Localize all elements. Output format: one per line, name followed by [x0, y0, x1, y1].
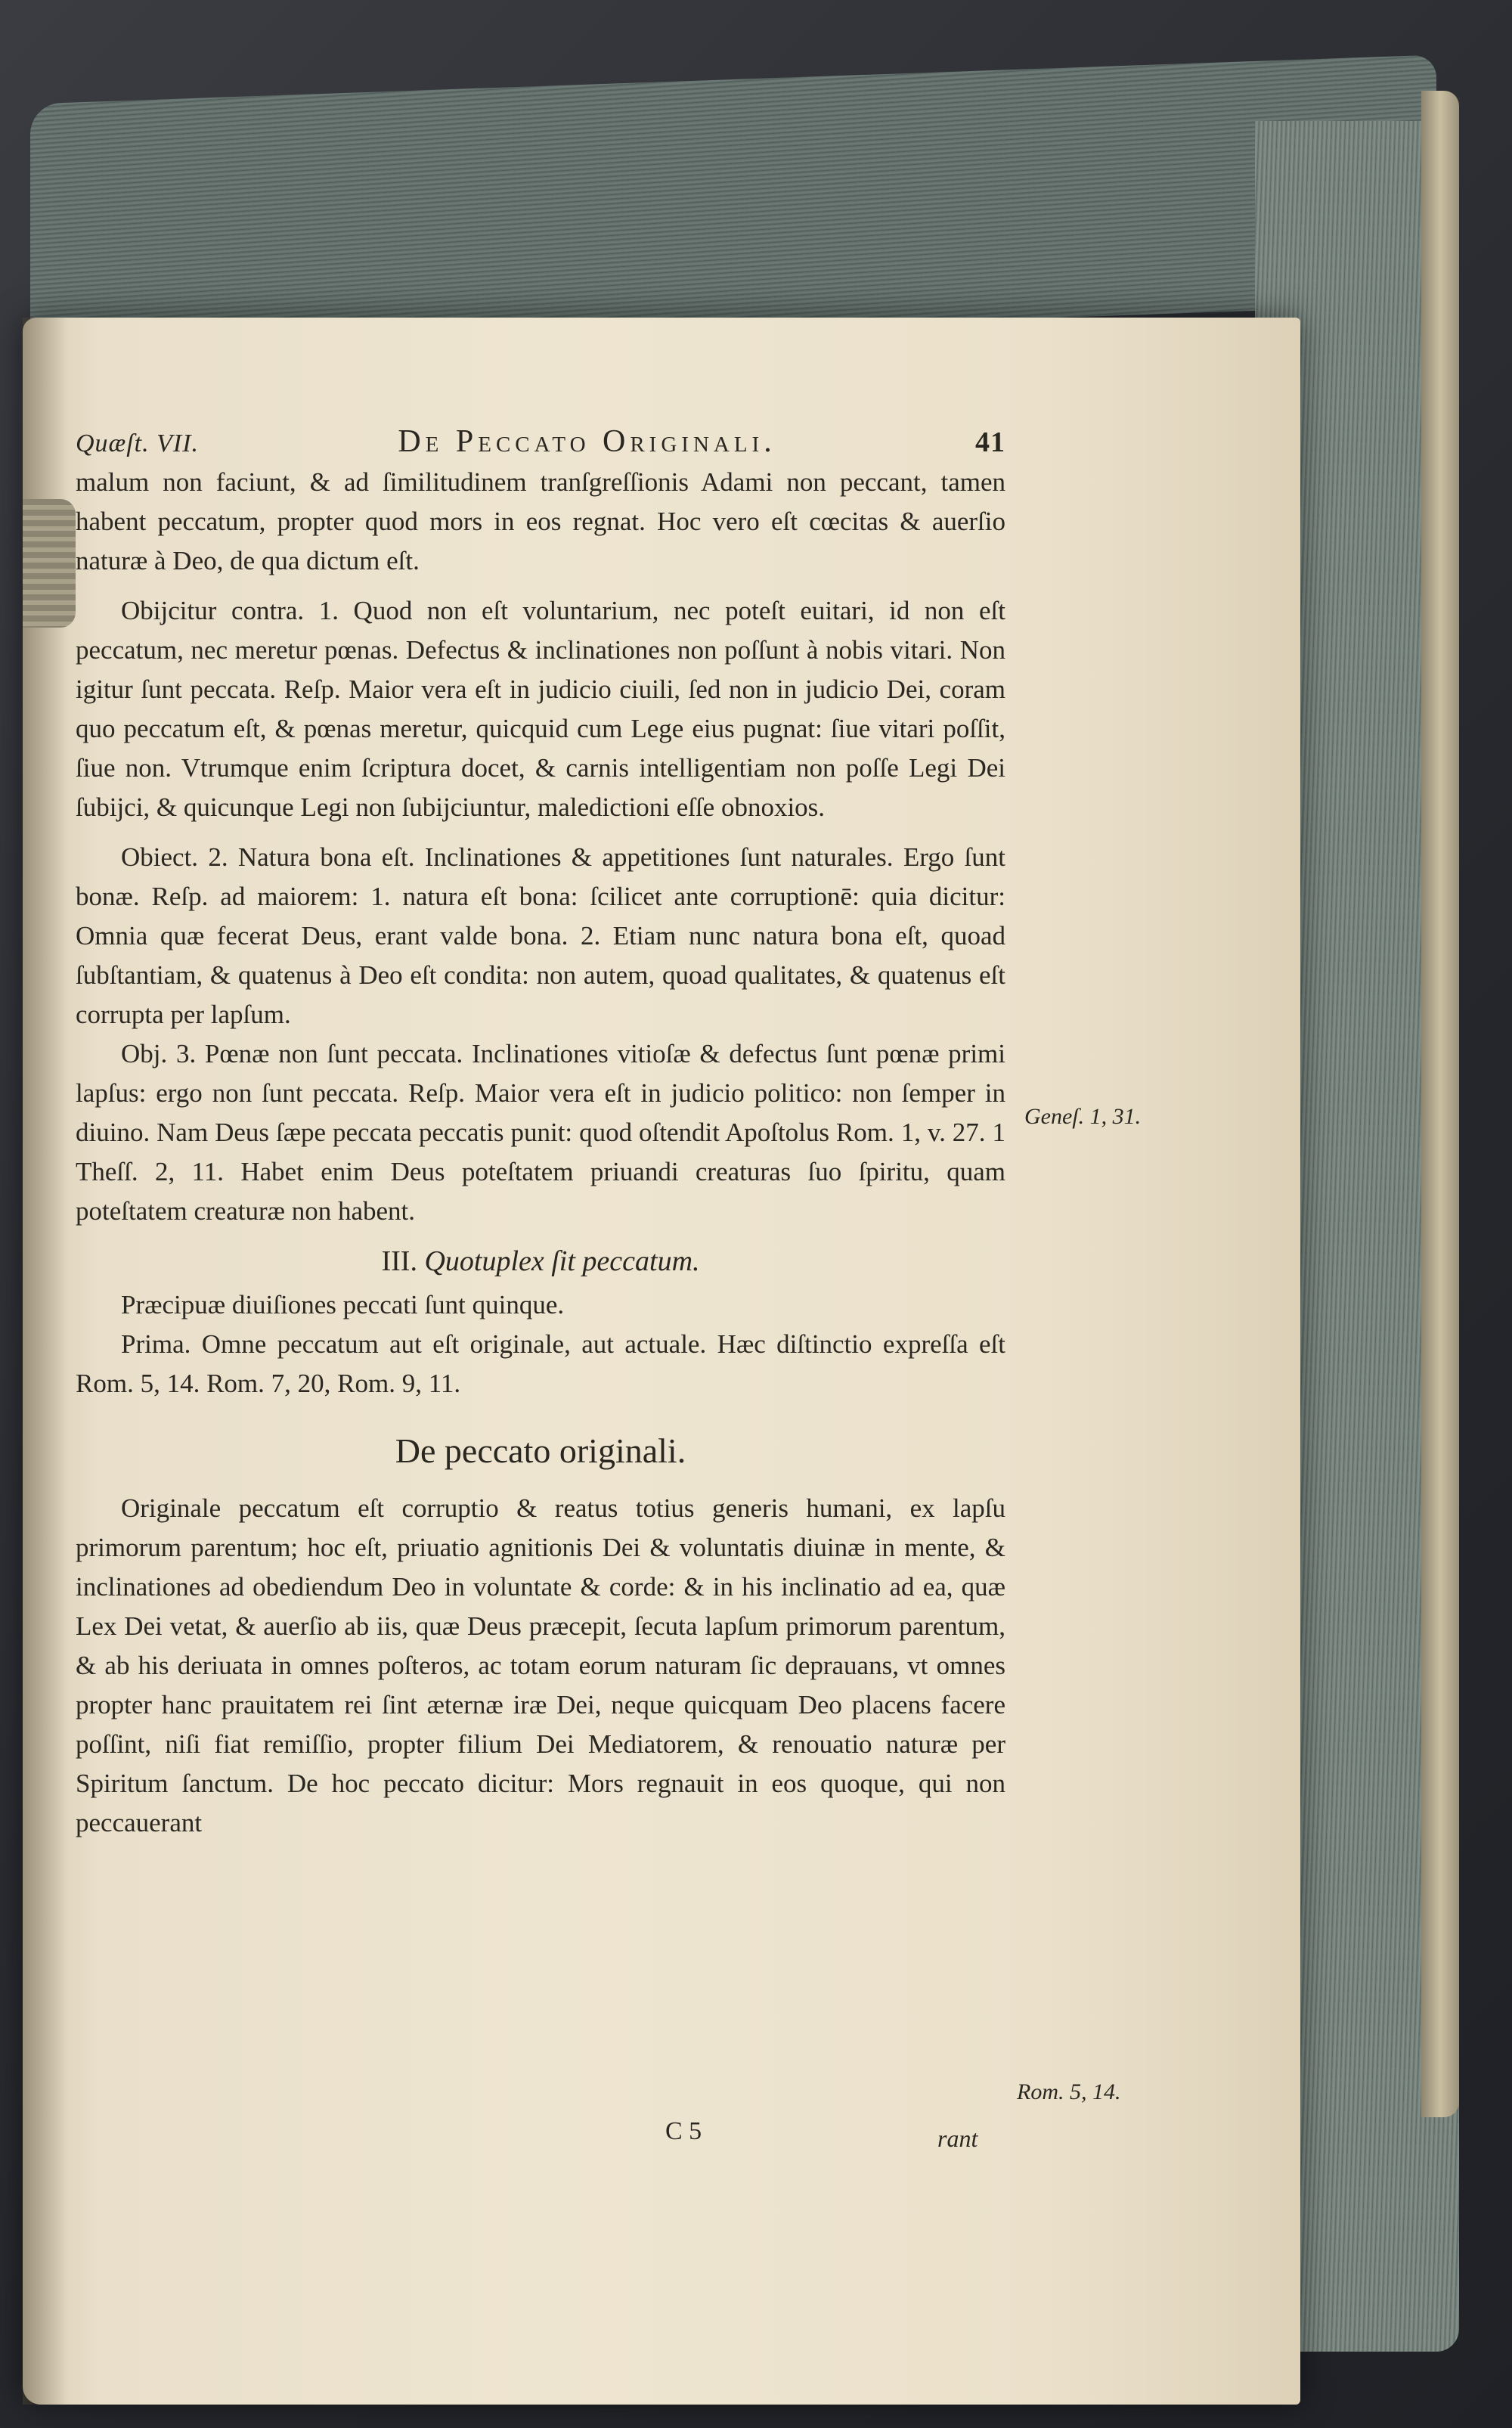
catchword: rant [937, 2125, 978, 2152]
book-top-edge [30, 55, 1436, 354]
paragraph-3: Obiect. 2. Natura bona eſt. Inclinationes & appetitiones ſunt naturales. Ergo ſunt bonæ. Reſp. ad maiorem: 1. natura eſt bona: ſcilicet ante corruptionē: quia dicitur: Omnia quæ fecerat Deus, erant valde bona. 2. Etiam nunc natura bona eſt, quoad ſubſtantiam, & quatenus à Deo eſt condita: non autem, quoad qualitates, & quatenus eſt corrupta per lapſum. [76, 842, 1005, 1029]
paragraph-2: Obijcitur contra. 1. Quod non eſt voluntarium, nec poteſt euitari, id non eſt peccatum, nec meretur pœnas. Defectus & inclinationes non poſſunt à nobis vitari. Non igitur ſunt peccata. Reſp. Maior vera eſt in judicio ciuili, ſed non in judicio Dei, coram quo peccatum eſt, & pœnas meretur, quicquid cum Lege eius pugnat: ſiue vitari poſſit, ſiue non. Vtrumque enim ſcriptura docet, & carnis intelligentiam non poſſe Legi Dei ſubijci, & quicunque Legi non ſubijciuntur, maledictioni eſſe obnoxios. [76, 596, 1005, 822]
paragraph-1: malum non faciunt, & ad ſimilitudinem tranſgreſſionis Adami non peccant, tamen habent peccatum, propter quod mors in eos regnat. Hoc vero eſt cœcitas & auerſio naturæ à Deo, de qua dictum eſt. [76, 467, 1005, 575]
paragraph-5: Præcipuæ diuiſiones peccati ſunt quinque. [121, 1290, 565, 1319]
header-title: De Peccato Originali. [398, 424, 776, 459]
margin-note-genesis: Geneſ. 1, 31. [1024, 1104, 1142, 1129]
paragraph-7: Originale peccatum eſt corruptio & reatus totius generis humani, ex lapſu primorum parentum; hoc eſt, priuatio agnitionis Dei & voluntatis diuinæ in mente, & inclinationes ad obediendum Deo in voluntate & corde: & in his inclinatio ad ea, quæ Lex Dei vetat, & auerſio ab iis, quæ Deus præcepit, ſecuta lapſum primorum parentum, & ab his deriuata in omnes poſteros, ac totam eorum naturam ſic deprauans, vt omnes propter hanc prauitatem rei ſint æternæ iræ Dei, neque quicquam Deo placens facere poſſint, niſi fiat remiſſio, propter filium Dei Mediatorem, & renouatio naturæ per Spiritum ſanctum. De hoc peccato dicitur: Mors regnauit in eos quoque, qui non peccauerant [76, 1493, 1005, 1837]
section-heading [76, 1245, 1005, 1278]
subheading: De peccato originali. [395, 1431, 686, 1470]
section-title: Quotuplex ſit peccatum. [424, 1245, 700, 1277]
section-number: III. [381, 1245, 417, 1277]
signature-mark: C 5 [665, 2117, 702, 2145]
margin-note-romans: Rom. 5, 14. [1017, 2079, 1121, 2104]
page-text [76, 423, 1005, 1843]
paragraph-4: Obj. 3. Pœnæ non ſunt peccata. Inclinationes vitioſæ & defectus ſunt pœnæ primi lapſus: ergo non ſunt peccata. Reſp. Maior vera eſt in judicio politico: non ſemper in diuino. Nam Deus ſæpe peccata peccatis punit: quod oſtendit Apoſtolus Rom. 1, v. 27. 1 Theſſ. 2, 11. Habet enim Deus poteſtatem priuandi creaturas ſuo ſpiritu, quam poteſtatem creaturæ non habent. [76, 1039, 1005, 1226]
paragraph-6: Prima. Omne peccatum aut eſt originale, aut actuale. Hæc diſtinctio expreſſa eſt Rom. 5, 14. Rom. 7, 20, Rom. 9, 11. [76, 1329, 1005, 1398]
header-question: Quæſt. VII. [76, 429, 200, 457]
running-header [76, 423, 1005, 460]
book-spine [23, 499, 76, 628]
page-number: 41 [975, 426, 1005, 458]
book-cover-edge [1421, 91, 1459, 2117]
